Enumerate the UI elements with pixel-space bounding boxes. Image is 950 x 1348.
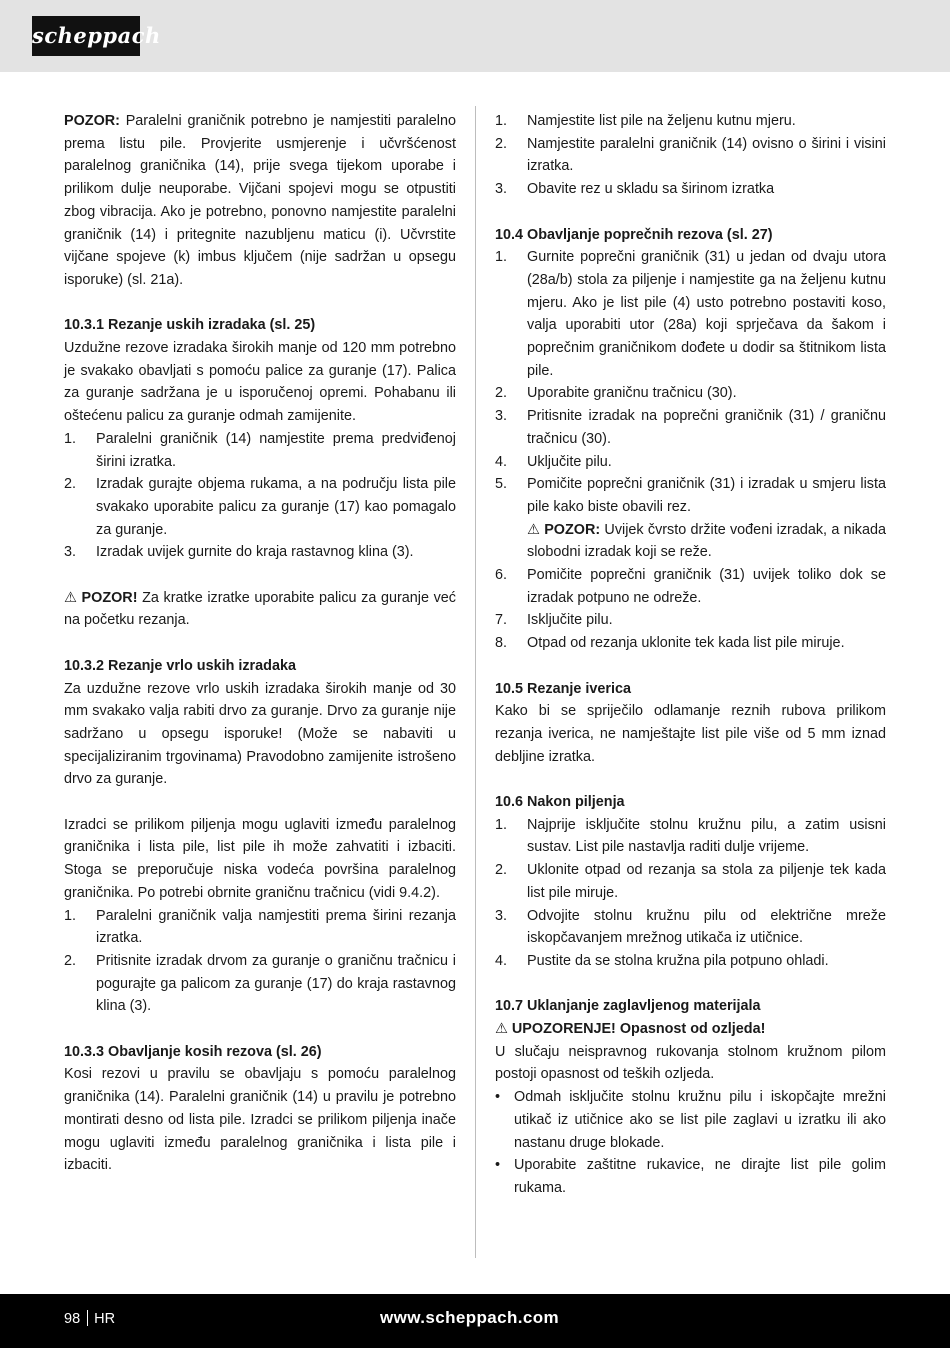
column-divider bbox=[475, 106, 476, 1258]
list-item: 2. Uporabite graničnu tračnicu (30). bbox=[495, 385, 737, 402]
list-item: 1. Paralelni graničnik valja namjestiti prema širini rezanja izratka. bbox=[64, 907, 456, 947]
warning-note bbox=[495, 519, 886, 564]
warning-label: POZOR! bbox=[81, 589, 138, 606]
right-column bbox=[495, 110, 886, 1200]
list-item: 4. Pustite da se stolna kružna pila potpuno ohladi. bbox=[495, 952, 829, 969]
pozor-text: Paralelni graničnik potrebno je namjestiti paralelno prema listu pile. Provjerite usmjerenje i učvršćenost paralelnog graničnika (14), prije svega tijekom uporabe i prilikom dulje neuporabe. Vijčani spojevi mogu se otpustiti zbog vibracija. Ako je potrebno, ponovno namjestite paralelni graničnik (14) i pritegnite nazubljenu maticu (i). Učvrstite vijčane spojeve (k) imbus ključem (nije sadržan u opsegu isporuke) (sl. 21a). bbox=[64, 113, 456, 288]
list-item: 1. Namjestite list pile na željenu kutnu mjeru. bbox=[495, 113, 796, 129]
steps-10-3-2 bbox=[64, 905, 456, 1019]
section-text-10-3-2-a: Za uzdužne rezove vrlo uskih izradaka širokih manje od 30 mm svakako valja rabiti drvo za guranje. Drvo za guranje nije sadržano u opsegu isporuke! (Može se nabaviti u specijaliziranim trgovinama) Pravodobno zamijenite istrošeno drvo za guranje. bbox=[64, 680, 456, 788]
section-text-10-5: Kako bi se spriječilo odlamanje reznih rubova prilikom rezanja iverica, ne namještajte list pile više od 5 mm iznad debljine izratka. bbox=[495, 703, 886, 765]
warning-triangle-icon: ⚠ bbox=[527, 521, 540, 538]
list-item: 6. Pomičite poprečni graničnik (31) uvijek toliko dok se izradak potpuno ne odreže. bbox=[495, 567, 886, 606]
section-heading-10-3-3: 10.3.3 Obavljanje kosih rezova (sl. 26) bbox=[64, 1043, 322, 1060]
section-heading-10-3-1: 10.3.1 Rezanje uskih izradaka (sl. 25) bbox=[64, 317, 316, 334]
page-footer bbox=[0, 1294, 950, 1348]
list-item: 1. Najprije isključite stolnu kružnu pilu, a zatim usisni sustav. List pile nastavlja raditi dulje vrijeme. bbox=[495, 816, 886, 856]
list-item: 7. Isključite pilu. bbox=[495, 612, 613, 629]
bullets-10-7 bbox=[495, 1086, 886, 1200]
list-item: 8. Otpad od rezanja uklonite tek kada list pile miruje. bbox=[495, 635, 845, 652]
section-text-10-7: U slučaju neispravnog rukovanja stolnom kružnom pilom postoji opasnost od teških ozljeda. bbox=[495, 1043, 886, 1083]
steps-10-6 bbox=[495, 814, 886, 973]
warning-heading bbox=[495, 1018, 886, 1041]
list-item: • Uporabite zaštitne rukavice, ne dirajte list pile golim rukama. bbox=[495, 1157, 886, 1196]
page-number bbox=[64, 1310, 115, 1327]
section-heading-10-3-2: 10.3.2 Rezanje vrlo uskih izradaka bbox=[64, 657, 296, 674]
page-number-value: 98 bbox=[64, 1311, 81, 1327]
warning-label: UPOZORENJE! Opasnost od ozljeda! bbox=[511, 1021, 766, 1038]
list-item: 3. Obavite rez u skladu sa širinom izratka bbox=[495, 181, 775, 198]
pozor-paragraph bbox=[64, 110, 456, 292]
list-item: 3. Pritisnite izradak na poprečni graničnik (31) / graničnu tračnicu (30). bbox=[495, 408, 886, 447]
list-item: 2. Namjestite paralelni graničnik (14) ovisno o širini i visini izratka. bbox=[495, 135, 886, 175]
section-heading-10-7: 10.7 Uklanjanje zaglavljenog materijala bbox=[495, 998, 761, 1015]
warning-triangle-icon: ⚠ bbox=[495, 1021, 508, 1038]
list-item: 1. Gurnite poprečni graničnik (31) u jedan od dvaju utora (28a/b) stola za piljenje i namjestite ga na željenu kutnu mjeru. Ako je list pile (4) usto potrebno postaviti koso, valja uporabiti utor (28a) koji sprječava da šakom i poprečnim graničnikom dođete u dodir sa štitnikom lista pile. bbox=[495, 249, 886, 379]
section-heading-10-5: 10.5 Rezanje iverica bbox=[495, 680, 632, 697]
pozor-label: POZOR: bbox=[64, 113, 120, 129]
section-heading-10-6: 10.6 Nakon piljenja bbox=[495, 794, 625, 811]
language-code: HR bbox=[94, 1311, 116, 1327]
list-item: 2. Izradak gurajte objema rukama, a na području lista pile svakako uporabite palicu za guranje (17) kao pomagalo za guranje. bbox=[64, 476, 456, 538]
list-item: 2. Pritisnite izradak drvom za guranje o graničnu tračnicu i pogurajte ga palicom za guranje (17) do kraja rastavnog klina (3). bbox=[64, 952, 456, 1015]
steps-10-3-1 bbox=[64, 428, 456, 564]
section-text-10-3-2-b: Izradci se prilikom piljenja mogu uglaviti između paralelnog graničnika i lista pile, list pile ih može zahvatiti i izbaciti. Stoga se preporučuje niska vodeća površina paralelnog graničnika. Po potrebi obrnite graničnu tračnicu (vidi 9.4.2). bbox=[64, 816, 456, 901]
steps-10-4 bbox=[495, 246, 886, 655]
left-column bbox=[64, 110, 456, 1177]
list-item: 1. Paralelni graničnik (14) namjestite prema predviđenoj širini izratka. bbox=[64, 430, 456, 470]
warning-triangle-icon: ⚠ bbox=[64, 589, 77, 606]
list-item: 3. Odvojite stolnu kružnu pilu od električne mreže iskopčavanjem mrežnog utikača iz utičnice. bbox=[495, 907, 886, 947]
warning-text: Za kratke izratke uporabite palicu za guranje već na početku rezanja. bbox=[64, 589, 457, 629]
page-header bbox=[0, 0, 950, 72]
list-item: • Odmah isključite stolnu kružnu pilu i iskopčajte mrežni utikač iz utičnice ako se list pile zaglavi u izratku ili ako nastanu druge blokade. bbox=[495, 1089, 886, 1151]
section-text-10-3-3: Kosi rezovi u pravilu se obavljaju s pomoću paralelnog graničnika (14). Paralelni graničnik (14) u pravilu je potrebno montirati desno od lista pile. Izradci se prilikom piljenja inače mogu uglaviti između paralelnog graničnika i lista pile i izbaciti. bbox=[64, 1066, 456, 1174]
section-heading-10-4: 10.4 Obavljanje poprečnih rezova (sl. 27) bbox=[495, 226, 773, 243]
steps-angle-cut bbox=[495, 110, 886, 201]
separator bbox=[87, 1310, 88, 1326]
warning-note bbox=[64, 587, 456, 632]
website-link[interactable]: www.scheppach.com bbox=[380, 1308, 560, 1327]
section-text-10-3-1: Uzdužne rezove izradaka širokih manje od 120 mm potrebno je svakako obavljati s pomoću palice za guranje (17). Palica za guranje sadržana je u isporučenoj opremi. Pohabanu ili oštećenu palicu za guranje odmah zamijenite. bbox=[64, 340, 456, 425]
warning-label: POZOR: bbox=[544, 521, 601, 538]
list-item: 2. Uklonite otpad od rezanja sa stola za piljenje tek kada list pile miruje. bbox=[495, 862, 886, 901]
list-item: 3. Izradak uvijek gurnite do kraja rastavnog klina (3). bbox=[64, 544, 414, 561]
list-item: 5. Pomičite poprečni graničnik (31) i izradak u smjeru lista pile kako biste obavili rez. bbox=[495, 476, 886, 515]
warning-text: Uvijek čvrsto držite vođeni izradak, a nikada slobodni izradak koji se reže. bbox=[527, 521, 886, 561]
list-item: 4. Uključite pilu. bbox=[495, 453, 612, 470]
scheppach-logo: scheppach bbox=[32, 16, 140, 56]
